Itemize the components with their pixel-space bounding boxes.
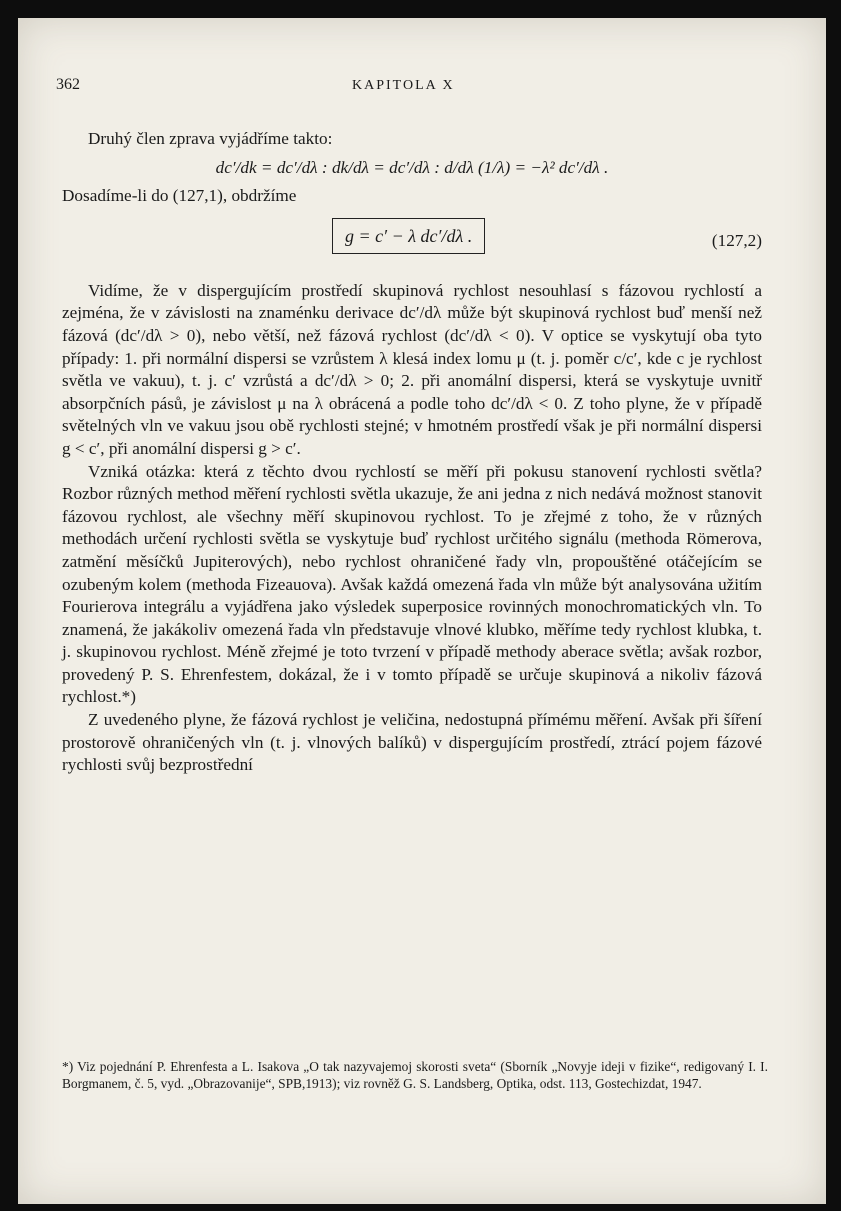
equation-derivative: dc′/dk = dc′/dλ : dk/dλ = dc′/dλ : d/dλ (1/λ) = −λ² dc′/dλ . [215, 157, 609, 177]
boxed-equation: g = c′ − λ dc′/dλ . [332, 218, 485, 255]
running-head: KAPITOLA X [352, 78, 455, 93]
paragraph-measurement: Vzniká otázka: která z těchto dvou rychlostí se měří při pokusu stanovení rychlosti světla? Rozbor různých method měření rychlosti světla ukazuje, že ani jedna z nich nedává možnost stanovit fázovou rychlost, ale všechny měří skupinovou rychlost. To je zřejmé z toho, že v různých methodách určení rychlosti světla se vyskytuje buď rychlost určitého signálu (methoda Römerova, zatmění měsíčků Jupiterových), nebo rychlost ohraničené řady vln, propouštěné otáčejícím se ozubeným kolem (methoda Fizeauova). Avšak každá omezená řada vln může být analysována užitím Fourierova integrálu a vyjádřena jako výsledek superposice rovinných monochromatických vln. To znamená, že jakákoliv omezená řada vln představuje vlnové klubko, měříme tedy rychlost klubka, t. j. skupinovou rychlost. Méně zřejmé je toto tvrzení v případě methody aberace světla; avšak rozbor, provedený P. S. Ehrenfestem, dokázal, že i v tomto případě se určuje skupinová a nikoliv fázová rychlost.*) [62, 461, 762, 707]
book-page [18, 18, 826, 1204]
main-text [62, 128, 762, 777]
page-number: 362 [56, 76, 80, 93]
paragraph-substitution: Dosadíme-li do (127,1), obdržíme [62, 186, 297, 206]
equation-block [62, 214, 762, 270]
paragraph-conclusion: Z uvedeného plyne, že fázová rychlost je veličina, nedostupná přímému měření. Avšak při šíření prostorově ohraničených vln (t. j. vlnových balíků) v dispergujícím prostředí, ztrácí pojem fázové rychlosti svůj bezprostřední [62, 710, 762, 775]
footnote: *) Viz pojednání P. Ehrenfesta a L. Isakova „O tak nazyvajemoj skorosti sveta“ (Sborník „Novyje ideji v fizike“, redigovaný I. I. Borgmanem, č. 5, vyd. „Obrazovanije“, SPB,1913); viz rovněž G. S. Landsberg, Optika, odst. 113, Gostechizdat, 1947. [62, 1059, 768, 1091]
paragraph-intro: Druhý člen zprava vyjádříme takto: [88, 129, 333, 148]
equation-number: (127,2) [711, 230, 762, 250]
paragraph-dispersion: Vidíme, že v dispergujícím prostředí skupinová rychlost nesouhlasí s fázovou rychlostí a zejména, že v závislosti na znaménku derivace dc′/dλ může být skupinová rychlost buď menší než fázová (dc′/dλ > 0), nebo větší, než fázová rychlost (dc′/dλ < 0). V optice se vyskytují oba tyto případy: 1. při normální dispersi se vzrůstem λ klesá index lomu μ (t. j. poměr c/c′, kde c je rychlost světla ve vakuu), t. j. c′ vzrůstá a dc′/dλ > 0; 2. při anomální dispersi, která se vyskytuje uvnitř absorpčních pásů, je závislost μ na λ obrácená a podle toho dc′/dλ < 0. Z toho plyne, že v případě světelných vln ve vakuu jsou obě rychlosti stejné; v hmotném prostředí však je při normální dispersi g < c′, při anomální dispersi g > c′. [62, 280, 763, 458]
